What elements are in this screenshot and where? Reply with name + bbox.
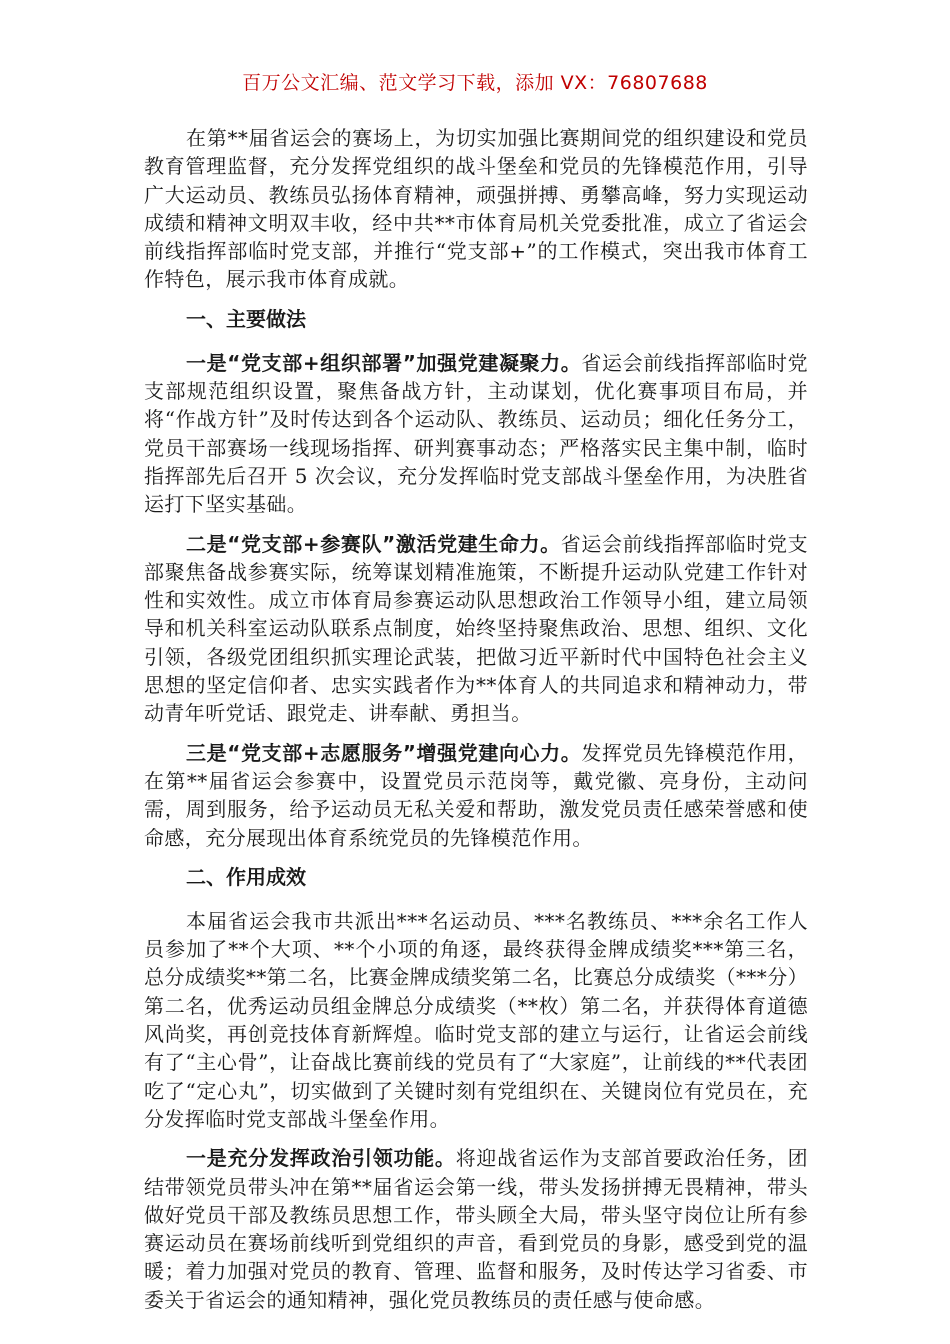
section-1-paragraph-1-lead: 一是“党支部+组织部署”加强党建凝聚力。: [186, 350, 582, 375]
section-2-intro-paragraph: 本届省运会我市共派出***名运动员、***名教练员、***余名工作人员参加了**个大项、**个小项的角逐，最终获得金牌成绩奖***第三名，总分成绩奖**第二名，比赛金牌成绩奖第二名，比赛总分成绩奖（***分）第二名，优秀运动员组金牌总分成绩奖（**枚）第二名，并获得体育道德风尚奖，再创竞技体育新辉煌。临时党支部的建立与运行，让省运会前线有了“主心骨”，让奋战比赛前线的党员有了“大家庭”，让前线的**代表团吃了“定心丸”，切实做到了关键时刻有党组织在、关键岗位有党员在，充分发挥临时党支部战斗堡垒作用。: [144, 908, 808, 1131]
section-1-paragraph-3-lead: 三是“党支部+志愿服务”增强党建向心力。: [186, 740, 582, 765]
header-banner: 百万公文汇编、范文学习下载，添加 VX：76807688: [242, 72, 708, 94]
section-1-paragraph-3-body: 发挥党员先锋模范作用，在第**届省运会参赛中，设置党员示范岗等，戴党徽、亮身份，主动问需，周到服务，给予运动员无私关爱和帮助，激发党员责任感荣誉感和使命感，充分展现出体育系统党员的先锋模范作用。: [144, 740, 809, 850]
section-1-paragraph-2-body: 省运会前线指挥部临时党支部聚焦备战参赛实际，统筹谋划精准施策，不断提升运动队党建工作针对性和实效性。成立市体育局参赛运动队思想政治工作领导小组，建立局领导和机关科室运动队联系点制度，始终坚持聚焦政治、思想、组织、文化引领，各级党团组织抓实理论武装，把做习近平新时代中国特色社会主义思想的坚定信仰者、忠实实践者作为**体育人的共同追求和精神动力，带动青年听党话、跟党走、讲奉献、勇担当。: [144, 531, 808, 726]
section-2-paragraph-1-body: 将迎战省运作为支部首要政治任务，团结带领党员带头冲在第**届省运会第一线，带头发扬拼搏无畏精神，带头做好党员干部及教练员思想工作，带头顾全大局，带头坚守岗位让所有参赛运动员在赛场前线听到党组织的声音，看到党员的身影，感受到党的温暖；着力加强对党员的教育、管理、监督和服务，及时传达学习省委、市委关于省运会的通知精神，强化党员教练员的责任感与使命感。: [144, 1146, 808, 1312]
section-1-paragraph-3: [144, 739, 808, 852]
section-1-paragraph-1: [144, 349, 808, 519]
section-1-paragraph-1-body: 省运会前线指挥部临时党支部规范组织设置，聚焦备战方针，主动谋划，优化赛事项目布局，并将“作战方针”及时传达到各个运动队、教练员、运动员；细化任务分工，党员干部赛场一线现场指挥、研判赛事动态；严格落实民主集中制，临时指挥部先后召开 5 次会议，充分发挥临时党支部战斗堡垒作用，为决胜省运打下坚实基础。: [144, 350, 809, 517]
intro-paragraph: 在第**届省运会的赛场上，为切实加强比赛期间党的组织建设和党员教育管理监督，充分发挥党组织的战斗堡垒和党员的先锋模范作用，引导广大运动员、教练员弘扬体育精神，顽强拼搏、勇攀高峰，努力实现运动成绩和精神文明双丰收，经中共**市体育局机关党委批准，成立了省运会前线指挥部临时党支部，并推行“党支部+”的工作模式，突出我市体育工作特色，展示我市体育成就。: [144, 126, 808, 292]
section-2-paragraph-1-lead: 一是充分发挥政治引领功能。: [186, 1146, 456, 1171]
section-1-paragraph-2-lead: 二是“党支部+参赛队”激活党建生命力。: [186, 531, 561, 556]
section-2-heading: 二、作用成效: [186, 864, 306, 889]
section-1-heading: 一、主要做法: [186, 306, 306, 331]
document-body: [144, 124, 808, 1325]
section-2-paragraph-1: [144, 1144, 808, 1314]
section-1-paragraph-2: [144, 530, 808, 728]
